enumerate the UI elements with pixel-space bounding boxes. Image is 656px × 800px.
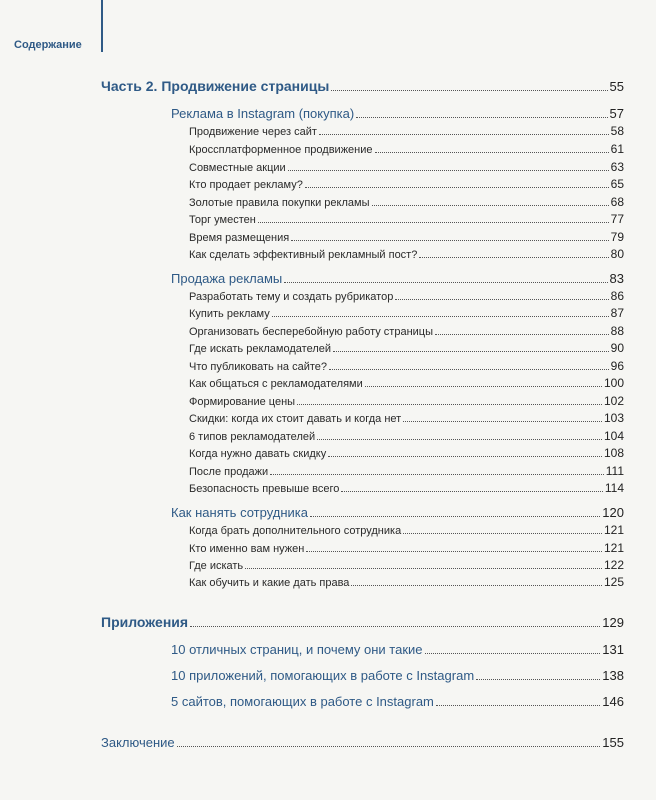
toc-item-label: Что публиковать на сайте? (189, 361, 328, 373)
dot-leader (328, 456, 602, 457)
toc-page-number: 108 (603, 446, 624, 460)
toc-section[interactable] (171, 271, 624, 286)
toc-item-label: Продвижение через сайт (189, 126, 317, 138)
toc-item[interactable] (189, 230, 624, 244)
toc-item-label: Кто продает рекламу? (189, 179, 303, 191)
toc-item-label: Как общаться с рекламодателями (189, 378, 363, 390)
dot-leader (291, 240, 608, 241)
toc-section-label: Как нанять сотрудника (171, 505, 308, 520)
toc-item-label: После продажи (189, 466, 269, 478)
toc-item[interactable] (189, 160, 624, 174)
toc-item[interactable] (189, 324, 624, 338)
toc-item-label: Кто именно вам нужен (189, 543, 305, 555)
toc-page-number: 131 (602, 642, 624, 657)
toc-page-number: 86 (610, 289, 624, 303)
dot-leader (190, 626, 600, 627)
toc-item[interactable] (189, 289, 624, 303)
toc-conclusion[interactable] (101, 735, 624, 750)
toc-item-label: 6 типов рекламодателей (189, 431, 316, 443)
toc-item-label: Как обучить и какие дать права (189, 577, 350, 589)
toc-page-number: 111 (605, 464, 624, 478)
toc-item[interactable] (189, 558, 624, 572)
toc-item[interactable] (189, 124, 624, 138)
toc-part-2[interactable] (101, 78, 624, 94)
dot-leader (297, 404, 602, 405)
toc-item-label: Совместные акции (189, 162, 286, 174)
toc-item-label: Где искать (189, 560, 244, 572)
toc-section[interactable] (171, 106, 624, 121)
toc-page-number: 102 (603, 394, 624, 408)
dot-leader (270, 474, 604, 475)
dot-leader (310, 516, 600, 517)
dot-leader (356, 117, 607, 118)
toc-page-number: 65 (610, 177, 624, 191)
toc-item-label: Время размещения (189, 232, 290, 244)
dot-leader (372, 205, 609, 206)
dot-leader (365, 386, 602, 387)
toc-item-label: Торг уместен (189, 214, 256, 226)
toc-page-number: 58 (610, 124, 624, 138)
toc-item[interactable] (189, 541, 624, 555)
toc-item[interactable] (189, 575, 624, 589)
dot-leader (425, 653, 601, 654)
dot-leader (351, 585, 602, 586)
toc-item[interactable] (189, 341, 624, 355)
toc-page-number: 90 (610, 341, 624, 355)
dot-leader (245, 568, 602, 569)
toc-item[interactable] (189, 195, 624, 209)
dot-leader (272, 316, 609, 317)
toc-item-label: Когда нужно давать скидку (189, 448, 327, 460)
toc-appendix-item[interactable] (171, 668, 624, 683)
toc-item-label: Формирование цены (189, 396, 296, 408)
toc-item-label: Где искать рекламодателей (189, 343, 332, 355)
toc-item-label: Организовать бесперебойную работу страницы (189, 326, 433, 338)
dot-leader (177, 746, 601, 747)
toc-page-number: 138 (602, 668, 624, 683)
toc-appendix-item[interactable] (171, 694, 624, 709)
toc-item[interactable] (189, 394, 624, 408)
toc-item-label: Купить рекламу (189, 308, 270, 320)
dot-leader (319, 134, 609, 135)
toc-page-number: 63 (610, 160, 624, 174)
toc-page-number: 87 (610, 306, 624, 320)
toc-item[interactable] (189, 142, 624, 156)
toc-item-label: Скидки: когда их стоит давать и когда нет (189, 413, 402, 425)
toc-item[interactable] (189, 429, 624, 443)
toc-page-number: 79 (610, 230, 624, 244)
toc-section[interactable] (171, 505, 624, 520)
toc-item[interactable] (189, 411, 624, 425)
toc-page-number: 155 (602, 735, 624, 750)
toc-item[interactable] (189, 359, 624, 373)
dot-leader (403, 533, 602, 534)
toc-page-number: 61 (610, 142, 624, 156)
toc-page-number: 55 (609, 79, 624, 94)
toc-item[interactable] (189, 523, 624, 537)
toc-page-number: 57 (609, 106, 624, 121)
toc-page-number: 125 (603, 575, 624, 589)
dot-leader (403, 421, 602, 422)
toc-item[interactable] (189, 247, 624, 261)
dot-leader (375, 152, 609, 153)
toc-page-number: 88 (610, 324, 624, 338)
toc-item-label: Безопасность превыше всего (189, 483, 340, 495)
dot-leader (288, 170, 609, 171)
dot-leader (305, 187, 609, 188)
dot-leader (435, 334, 609, 335)
toc-page-number: 83 (609, 271, 624, 286)
toc-appendix[interactable] (101, 614, 624, 630)
toc-item-label: 10 отличных страниц, и почему они такие (171, 642, 423, 657)
running-header: Содержание (14, 39, 82, 51)
dot-leader (317, 439, 602, 440)
toc-item[interactable] (189, 306, 624, 320)
toc-page-number: 121 (603, 541, 624, 555)
toc-page-number: 146 (602, 694, 624, 709)
toc-section-label: Продажа рекламы (171, 271, 283, 286)
toc-page-number: 68 (610, 195, 624, 209)
toc-page-number: 77 (610, 212, 624, 226)
toc-page-number: 100 (603, 376, 624, 390)
dot-leader (329, 369, 609, 370)
dot-leader (258, 222, 609, 223)
toc-appendix-label: Приложения (101, 614, 189, 630)
toc-page-number: 80 (610, 247, 624, 261)
toc-item[interactable] (189, 464, 624, 478)
toc-item-label: Золотые правила покупки рекламы (189, 197, 370, 209)
toc-conclusion-label: Заключение (101, 735, 175, 750)
toc-item[interactable] (189, 376, 624, 390)
dot-leader (284, 282, 607, 283)
toc-section-label: Реклама в Instagram (покупка) (171, 106, 355, 121)
toc-item-label: Как сделать эффективный рекламный пост? (189, 249, 418, 261)
dot-leader (436, 705, 600, 706)
dot-leader (333, 351, 609, 352)
toc-item[interactable] (189, 212, 624, 226)
toc-item-label: Кроссплатформенное продвижение (189, 144, 373, 156)
dot-leader (341, 491, 602, 492)
toc-item[interactable] (189, 481, 624, 495)
toc-item-label: Когда брать дополнительного сотрудника (189, 525, 402, 537)
toc-item[interactable] (189, 446, 624, 460)
toc-page-number: 114 (604, 481, 624, 495)
toc-item-label: 5 сайтов, помогающих в работе с Instagram (171, 694, 434, 709)
toc-page-number: 104 (603, 429, 624, 443)
toc-page-number: 121 (603, 523, 624, 537)
toc-item[interactable] (189, 177, 624, 191)
toc-page-number: 103 (603, 411, 624, 425)
toc-page-number: 129 (602, 615, 624, 630)
toc-appendix-item[interactable] (171, 642, 624, 657)
dot-leader (476, 679, 600, 680)
dot-leader (331, 90, 607, 91)
toc-item-label: Разработать тему и создать рубрикатор (189, 291, 394, 303)
toc-page-number: 120 (602, 505, 624, 520)
toc-page-number: 122 (603, 558, 624, 572)
dot-leader (306, 551, 602, 552)
dot-leader (419, 257, 608, 258)
toc-part-label: Часть 2. Продвижение страницы (101, 78, 330, 94)
toc-page-number: 96 (610, 359, 624, 373)
dot-leader (395, 299, 608, 300)
toc-item-label: 10 приложений, помогающих в работе с Instagram (171, 668, 475, 683)
